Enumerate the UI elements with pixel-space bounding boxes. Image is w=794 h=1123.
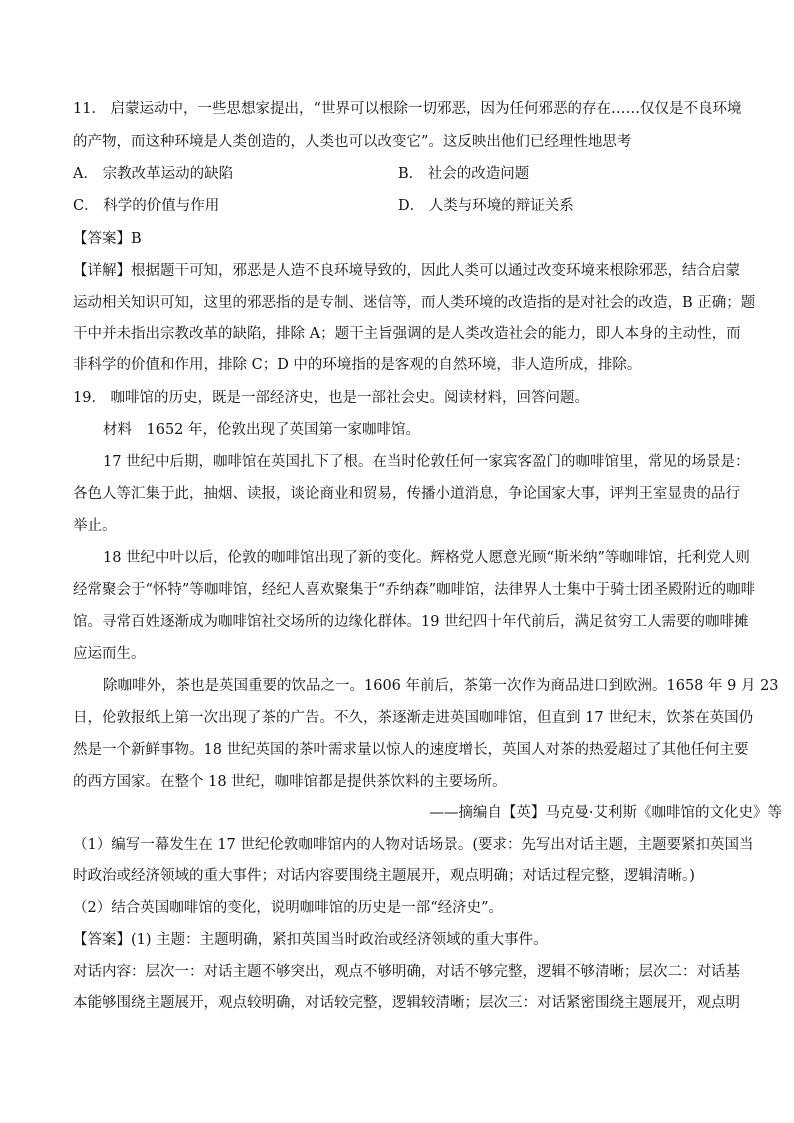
q19-answer-detail-line-2: 本能够围绕主题展开，观点较明确，对话较完整，逻辑较清晰；层次三：对话紧密围绕主题展开，观点明 <box>73 995 740 1011</box>
q11-option-c <box>73 196 219 216</box>
q19-sub1-line-2: 时政治或经济领域的重大事件；对话内容要围绕主题展开，观点明确；对话过程完整，逻辑清晰。) <box>73 868 695 884</box>
q11-detail-line-1: 【详解】根据题干可知，邪恶是人造不良环境导致的，因此人类可以通过改变环境来根除邪恶，结合启蒙 <box>73 263 740 279</box>
q19-answer: 【答案】(1) 主题：主题明确，紧扣英国当时政治或经济领域的重大事件。 <box>73 932 548 948</box>
q19-para2-line-1: 18 世纪中叶以后，伦敦的咖啡馆出现了新的变化。辉格党人愿意光顾“斯米纳”等咖啡馆，托利党人则 <box>103 550 750 566</box>
q19-para2-line-3: 馆。寻常百姓逐渐成为咖啡馆社交场所的边缘化群体。19 世纪四十年代前后，满足贫穷工人需要的咖啡摊 <box>73 614 749 630</box>
q11-option-d <box>398 196 574 216</box>
option-key: C． <box>73 198 99 214</box>
q19-para2-line-2: 经常聚会于“怀特”等咖啡馆，经纪人喜欢聚集于“乔纳森”咖啡馆，法律界人士集中于骑士团圣殿附近的咖啡 <box>73 582 756 598</box>
option-text: 社会的改造问题 <box>427 166 530 182</box>
q19-para3-line-3: 然是一个新鲜事物。18 世纪英国的茶叶需求量以惊人的速度增长，英国人对茶的热爱超过了其他任何主要 <box>73 742 749 758</box>
q19-sub1-line-1: （1）编写一幕发生在 17 世纪伦敦咖啡馆内的人物对话场景。(要求：先写出对话主题，主题要紧扣英国当 <box>73 837 754 853</box>
q11-stem-line-1: 11． 启蒙运动中，一些思想家提出，“世界可以根除一切邪恶，因为任何邪恶的存在……仅仅是不良环境 <box>73 101 742 117</box>
option-text: 科学的价值与作用 <box>103 198 220 214</box>
q19-para2-line-4: 应运而生。 <box>73 646 146 662</box>
q19-para1-line-2: 各色人等汇集于此，抽烟、读报，谈论商业和贸易，传播小道消息，争论国家大事，评判王室显贵的品行 <box>73 486 740 502</box>
q19-answer-detail-line-1: 对话内容：层次一：对话主题不够突出，观点不够明确，对话不够完整，逻辑不够清晰；层次二：对话基 <box>73 964 740 980</box>
option-text: 宗教改革运动的缺陷 <box>102 166 234 182</box>
q19-material-intro: 材料 1652 年，伦敦出现了英国第一家咖啡馆。 <box>103 422 421 438</box>
q19-stem: 19． 咖啡馆的历史，既是一部经济史，也是一部社会史。阅读材料，回答问题。 <box>73 390 590 406</box>
q11-answer: 【答案】B <box>73 231 142 247</box>
q19-para3-line-1: 除咖啡外，茶也是英国重要的饮品之一。1606 年前后，茶第一次作为商品进口到欧洲。1658 年 9 月 23 <box>103 678 779 694</box>
q19-source: ——摘编自【英】马克曼·艾利斯《咖啡馆的文化史》等 <box>429 805 782 821</box>
option-text: 人类与环境的辩证关系 <box>428 198 574 214</box>
q19-para3-line-2: 日，伦敦报纸上第一次出现了茶的广告。不久，茶逐渐走进英国咖啡馆，但直到 17 世纪末，饮茶在英国仍 <box>73 710 754 726</box>
option-key: A． <box>73 166 98 182</box>
q11-detail-line-3: 干中并未指出宗教改革的缺陷，排除 A；题干主旨强调的是人类改造社会的能力，即人本身的主动性，而 <box>73 326 741 342</box>
q11-option-b <box>398 164 529 184</box>
q19-para1-line-1: 17 世纪中后期，咖啡馆在英国扎下了根。在当时伦敦任何一家宾客盈门的咖啡馆里，常见的场景是： <box>103 454 750 470</box>
q11-detail-line-4: 非科学的价值和作用，排除 C；D 中的环境指的是客观的自然环境，非人造所成，排除。 <box>73 357 642 373</box>
q19-para1-line-3: 举止。 <box>73 518 117 534</box>
option-key: B． <box>398 166 424 182</box>
q11-detail-line-2: 运动相关知识可知，这里的邪恶指的是专制、迷信等，而人类环境的改造指的是对社会的改造，B 正确；题 <box>73 295 756 311</box>
q11-stem-line-2: 的产物，而这种环境是人类创造的，人类也可以改变它”。这反映出他们已经理性地思考 <box>73 134 632 150</box>
q19-sub2: （2）结合英国咖啡馆的变化，说明咖啡馆的历史是一部“经济史”。 <box>73 900 504 916</box>
q11-option-a <box>73 164 233 184</box>
q19-para3-line-4: 的西方国家。在整个 18 世纪，咖啡馆都是提供茶饮料的主要场所。 <box>73 774 507 790</box>
option-key: D． <box>398 198 425 214</box>
